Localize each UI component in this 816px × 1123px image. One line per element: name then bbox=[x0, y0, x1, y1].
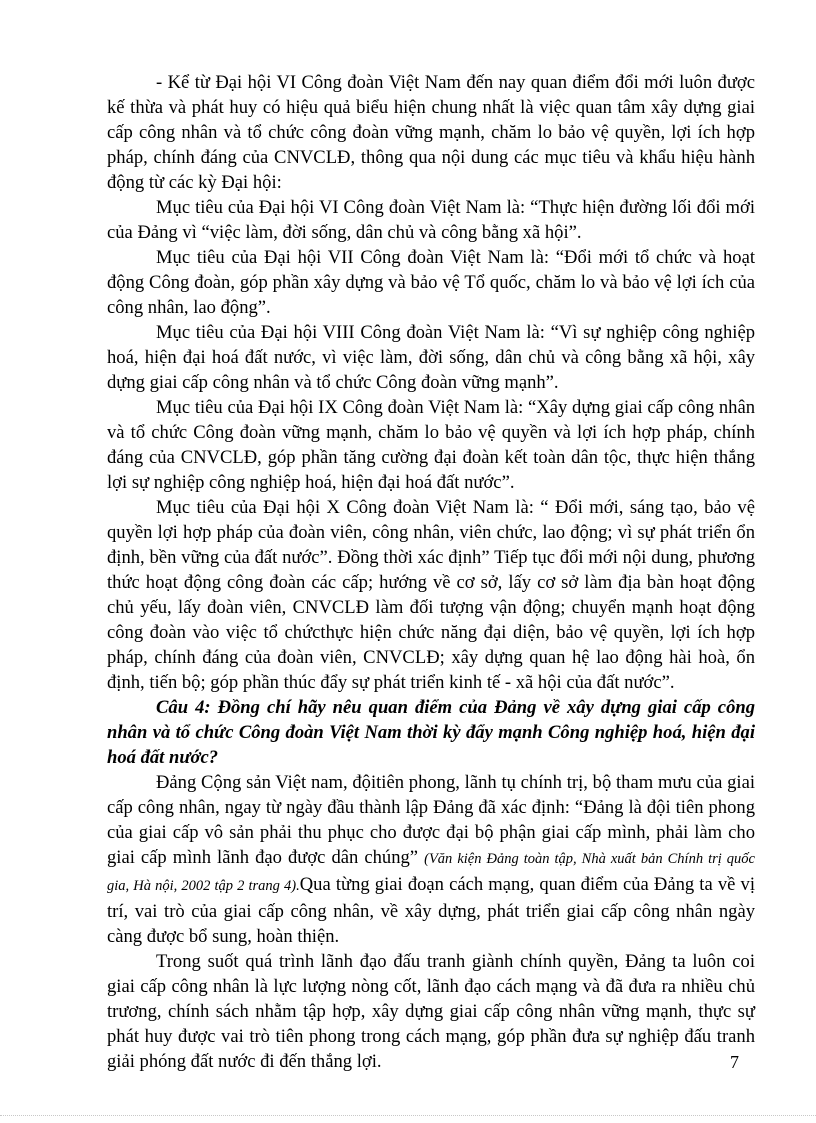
paragraph-goal-congress-10: Mục tiêu của Đại hội X Công đoàn Việt Nam là: “ Đổi mới, sáng tạo, bảo vệ quyền lợi hợp pháp của đoàn viên, công nhân, viên chức, lao động; vì sự phát triển ổn định, bền vững của đất nước”. Đồng thời xác định” Tiếp tục đổi mới nội dung, phương thức hoạt động công đoàn các cấp; hướng về cơ sở, lấy cơ sở làm địa bàn hoạt động chủ yếu, lấy đoàn viên, CNVCLĐ làm đối tượng vận động; chuyển mạnh hoạt động công đoàn vào việc tổ chứcthực hiện chức năng đại diện, bảo vệ quyền, lợi ích hợp pháp, chính đáng của đoàn viên, CNVCLĐ; xây dựng quan hệ lao động hài hoà, ổn định, tiến bộ; góp phần thúc đẩy sự phát triển kinh tế - xã hội của đất nước”. bbox=[107, 497, 755, 693]
paragraph-goal-congress-9: Mục tiêu của Đại hội IX Công đoàn Việt Nam là: “Xây dựng giai cấp công nhân và tổ chức Công đoàn vững mạnh, chăm lo bảo vệ quyền và lợi ích hợp pháp, chính đáng của CNVCLĐ, góp phần tăng cường đại đoàn kết toàn dân tộc, thực hiện thắng lợi sự nghiệp công nghiệp hoá, hiện đại hoá đất nước”. bbox=[107, 397, 755, 493]
paragraph-goal-congress-6: Mục tiêu của Đại hội VI Công đoàn Việt Nam là: “Thực hiện đường lối đổi mới của Đảng vì “việc làm, đời sống, dân chủ và công bằng xã hội”. bbox=[107, 197, 755, 243]
paragraph-goal-congress-7: Mục tiêu của Đại hội VII Công đoàn Việt Nam là: “Đổi mới tổ chức và hoạt động Công đoàn, góp phần xây dựng và bảo vệ Tổ quốc, chăm lo và bảo vệ lợi ích của công nhân, lao động”. bbox=[107, 247, 755, 318]
paragraph-goal-congress-8: Mục tiêu của Đại hội VIII Công đoàn Việt Nam là: “Vì sự nghiệp công nghiệp hoá, hiện đại hoá đất nước, vì việc làm, đời sống, dân chủ và công bằng xã hội, xây dựng giai cấp công nhân và tổ chức Công đoàn vững mạnh”. bbox=[107, 322, 755, 393]
page-body bbox=[107, 70, 755, 1074]
page-number: 7 bbox=[730, 1052, 739, 1072]
answer-paragraph-1 bbox=[107, 770, 755, 949]
answer-paragraph-1-tail: Qua từng giai đoạn cách mạng, quan điểm của Đảng ta về vị trí, vai trò của giai cấp công nhân, về xây dựng, phát triển giai cấp công nhân ngày càng được bổ sung, hoàn thiện. bbox=[107, 874, 756, 947]
page-bottom-divider bbox=[0, 1115, 816, 1116]
paragraph-intro: - Kể từ Đại hội VI Công đoàn Việt Nam đến nay quan điểm đổi mới luôn được kế thừa và phát huy có hiệu quả biểu hiện chung nhất là việc quan tâm xây dựng giai cấp công nhân và tổ chức công đoàn vững mạnh, chăm lo bảo vệ quyền, lợi ích hợp pháp, chính đáng của CNVCLĐ, thông qua nội dung các mục tiêu và khẩu hiệu hành động từ các kỳ Đại hội: bbox=[107, 72, 755, 193]
answer-paragraph-1-text: Đảng Cộng sản Việt nam, độitiên phong, lãnh tụ chính trị, bộ tham mưu của giai cấp công nhân, ngay từ ngày đầu thành lập Đảng đã xác định: “Đảng là đội tiên phong của giai cấp vô sản phải thu phục cho được đại bộ phận giai cấp mình, phải làm cho giai cấp mình lãnh đạo được dân chúng” bbox=[107, 772, 755, 868]
citation: (Văn kiện Đảng toàn tập, Nhà xuất bản Chính trị quốc gia, Hà nội, 2002 tập 2 trang 4). bbox=[107, 851, 755, 894]
answer-paragraph-2: Trong suốt quá trình lãnh đạo đấu tranh giành chính quyền, Đảng ta luôn coi giai cấp công nhân là lực lượng nòng cốt, lãnh đạo cách mạng và đã đưa ra nhiều chủ trương, chính sách nhằm tập hợp, xây dựng giai cấp công nhân vững mạnh, thực sự phát huy được vai trò tiên phong trong cách mạng, góp phần đưa sự nghiệp đấu tranh giải phóng đất nước đi đến thắng lợi. bbox=[107, 951, 755, 1072]
question-heading: Câu 4: Đồng chí hãy nêu quan điểm của Đảng về xây dựng giai cấp công nhân và tổ chức Công đoàn Việt Nam thời kỳ đẩy mạnh Công nghiệp hoá, hiện đại hoá đất nước? bbox=[107, 697, 755, 768]
